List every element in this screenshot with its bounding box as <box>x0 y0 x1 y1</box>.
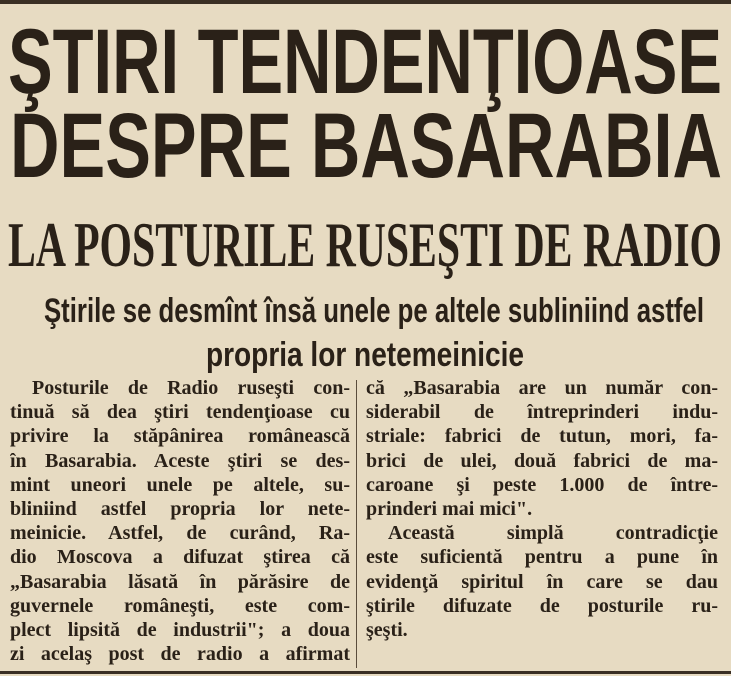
headline-line-1: ŞTIRI TENDENŢIOASE <box>8 11 722 113</box>
article-line: plect lipsită de industrii"; a doua <box>10 619 350 642</box>
article-line: guvernele româneşti, este com- <box>10 594 350 617</box>
article-line: evidenţă spiritul în care se dau <box>366 570 718 593</box>
article-line: că „Basarabia are un număr con- <box>366 377 718 399</box>
bottom-rule <box>0 671 731 674</box>
article-line: prinderi mai mici". <box>366 498 533 521</box>
article-line: în Basarabia. Aceste ştiri se des- <box>10 449 350 472</box>
column-divider <box>356 380 357 668</box>
article-line: „Basarabia lăsată în părăsire de <box>10 570 350 593</box>
article-line: Posturile de Radio ruseşti con- <box>32 377 350 399</box>
article-line: caroane şi peste 1.000 de între- <box>366 473 718 496</box>
article-line: zi acelaş post de radio a afirmat <box>10 643 350 666</box>
article-line: meinicie. Astfel, de curând, Ra- <box>10 522 350 545</box>
headline-line-2: DESPRE BASARABIA <box>10 95 722 197</box>
article-line: striale: fabrici de tutun, mori, fa- <box>366 425 718 448</box>
subtitle-line-2: propria lor netemeinicie <box>206 336 524 374</box>
headline-line-3: LA POSTURILE RUSEŞTI DE RADIO <box>8 209 722 280</box>
article-line: şeşti. <box>366 619 408 642</box>
article-line: dio Moscova a difuzat ştirea că <box>10 546 350 569</box>
article-line: Această simplă contradicţie <box>388 522 718 545</box>
article-line: ştirile difuzate de posturile ru- <box>366 594 718 617</box>
subtitle-line-1: Ştirile se desmînt însă unele pe altele subliniind astfel <box>44 292 704 330</box>
article-line: este suficientă pentru a pune în <box>366 546 718 569</box>
article-line: mint uneori unele pe altele, su- <box>10 473 350 496</box>
article-line: bliniind astfel propria lor nete- <box>10 498 350 521</box>
article-line: siderabil de întreprinderi indu- <box>366 401 718 424</box>
article-column-left <box>10 376 350 666</box>
article-line: brici de ulei, două fabrici de ma- <box>366 449 718 472</box>
article-line: privire la stăpânirea românească <box>10 425 350 448</box>
article-column-right <box>366 376 718 642</box>
article-line: tinuă să dea ştiri tendenţioase cu <box>10 401 350 424</box>
